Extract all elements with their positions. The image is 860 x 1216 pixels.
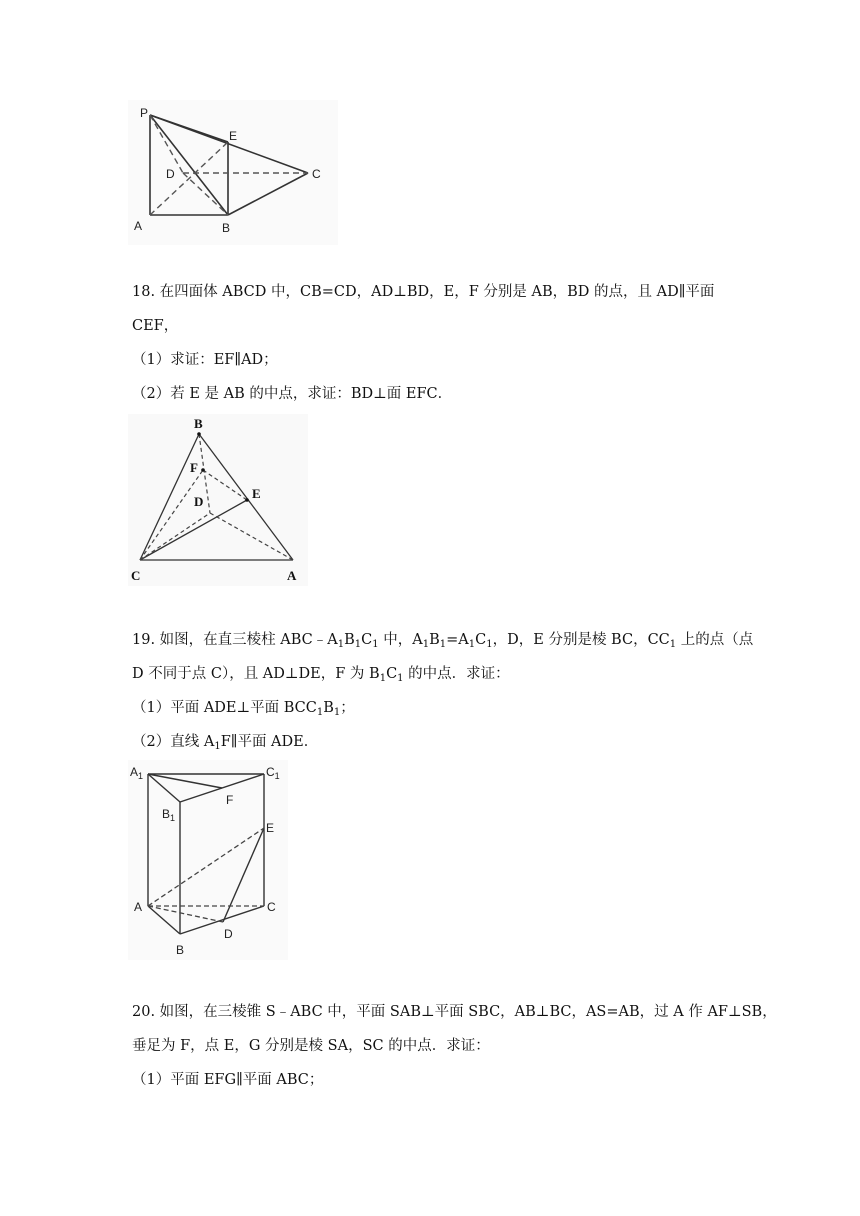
label-c: C <box>267 900 276 914</box>
label-b: B <box>222 221 231 235</box>
figure-pyramid-pabcd <box>128 100 338 245</box>
label-e: E <box>266 821 275 835</box>
q19-stem-line1: 19. 如图，在直三棱柱 $ABC﹣A_1B_1C_1$ 中，$A_1B_1=A_1C_1$，D，E 分别是棱 BC，$CC_1$ 上的点（点 <box>132 632 754 650</box>
q20-stem-line1: 20. 如图，在三棱锥 S﹣ABC 中，平面 SAB⊥平面 SBC，AB⊥BC，AS=AB，过 A 作 AF⊥SB， <box>132 1004 777 1020</box>
label-d: D <box>194 494 204 509</box>
label-a: A <box>287 568 297 583</box>
label-b: B <box>194 416 203 431</box>
label-e: E <box>252 486 261 501</box>
label-f: F <box>226 793 234 807</box>
q18-stem-line1: 18. 在四面体 ABCD 中，CB=CD，AD⊥BD，E，F 分别是 AB，BD 的点，且 AD∥平面 <box>132 284 715 300</box>
q18-part2: （2）若 E 是 AB 的中点，求证：BD⊥面 EFC． <box>132 386 453 402</box>
label-e: E <box>229 129 238 143</box>
label-f: F <box>190 460 198 475</box>
label-b: B <box>176 943 185 957</box>
figure-tetrahedron-abcd <box>128 414 308 586</box>
label-d: D <box>224 927 233 941</box>
label-d: D <box>166 167 175 181</box>
label-p: P <box>140 106 149 120</box>
q20-stem-line2: 垂足为 F，点 E，G 分别是棱 SA，SC 的中点．求证： <box>132 1038 490 1054</box>
label-c1: $C_1$ <box>266 765 280 781</box>
label-a1: $A_1$ <box>130 765 144 781</box>
label-a: A <box>134 219 143 233</box>
label-c: C <box>312 167 321 181</box>
q19-part2: （2）直线 $A_1F\parallel$平面 ADE． <box>132 734 319 752</box>
q18-stem-line2: CEF， <box>132 318 179 334</box>
label-b1: $B_1$ <box>162 807 176 823</box>
label-c: C <box>131 568 141 583</box>
q20-part1: （1）平面 EFG∥平面 ABC； <box>132 1072 324 1088</box>
figure-right-prism <box>128 760 288 960</box>
q18-part1: （1）求证：EF∥AD； <box>132 352 278 368</box>
label-a: A <box>134 900 143 914</box>
q19-part1: （1）平面 ADE⊥平面 $BCC_1B_1$； <box>132 700 355 718</box>
q19-stem-line2: D 不同于点 C），且 AD⊥DE，F 为 $B_1C_1$ 的中点．求证： <box>132 666 510 684</box>
